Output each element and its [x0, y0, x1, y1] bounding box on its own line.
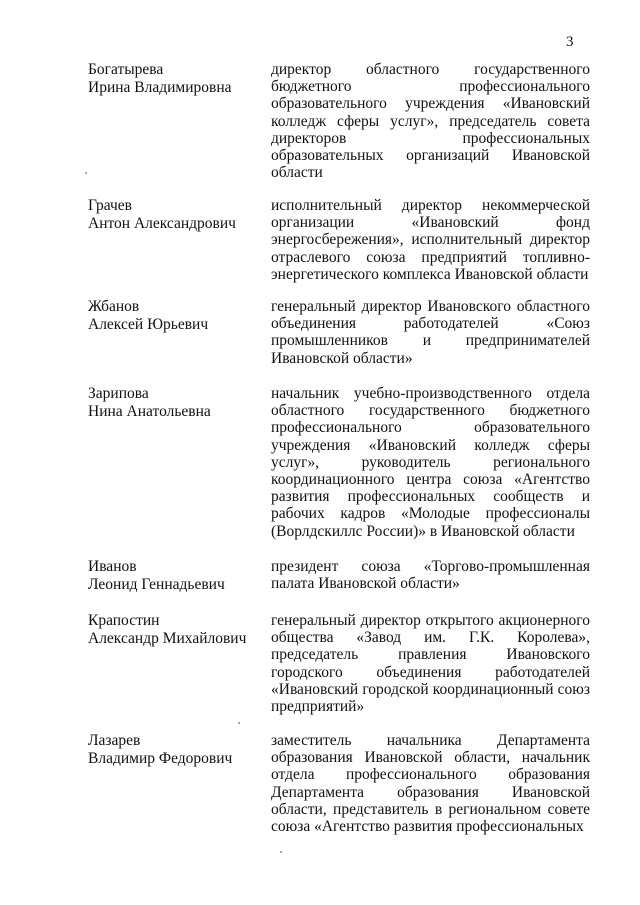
member-name [88, 298, 268, 334]
scan-speck [238, 722, 240, 724]
member-position: начальник учебно-производственного отдела областного государственного бюджетного профессионального образовательного учреждения «Ивановский колледж сферы услуг», руководитель регионального координационного центра союза «Агентство развития профессиональных сообществ и рабочих кадров «Молодые профессионалы (Ворлдскиллс России)» в Ивановской области [271, 385, 590, 540]
page-number: 3 [566, 34, 574, 50]
member-surname: Зарипова [88, 385, 149, 402]
member-surname: Богатырева [88, 61, 164, 78]
member-name [88, 558, 268, 594]
member-given-names: Ирина Владимировна [88, 79, 232, 96]
scan-speck [85, 172, 87, 174]
member-position: генеральный директор открытого акционерного общества «Завод им. Г.К. Королева», председатель правления Ивановского городского объединения работодателей «Ивановский городской координационный союз предприятий» [271, 612, 590, 716]
member-name [88, 61, 268, 97]
member-position: исполнительный директор некоммерческой организации «Ивановский фонд энергосбережения», исполнительный директор отраслевого союза предприятий топливно-энергетического комплекса Ивановской области [271, 197, 590, 283]
member-name [88, 612, 268, 648]
member-position: президент союза «Торгово-промышленная палата Ивановской области» [271, 558, 590, 593]
member-given-names: Леонид Геннадьевич [88, 576, 225, 593]
scan-speck [280, 851, 282, 853]
member-position: директор областного государственного бюджетного профессионального образовательного учреждения «Ивановский колледж сферы услуг», председатель совета директоров профессиональных образовательных организаций Ивановской области [271, 61, 590, 182]
member-name [88, 385, 268, 421]
member-given-names: Антон Александрович [88, 215, 236, 232]
member-name [88, 197, 268, 233]
member-given-names: Владимир Федорович [88, 750, 233, 767]
member-given-names: Алексей Юрьевич [88, 316, 209, 333]
member-position: генеральный директор Ивановского областного объединения работодателей «Союз промышленников и предпринимателей Ивановской области» [271, 298, 590, 367]
member-surname: Иванов [88, 558, 137, 575]
member-name [88, 732, 268, 768]
member-given-names: Александр Михайлович [88, 630, 247, 647]
member-surname: Крапостин [88, 612, 160, 629]
member-position: заместитель начальника Департамента образования Ивановской области, начальник отдела профессионального образования Департамента образования Ивановской области, представитель в региональном совете союза «Агентство развития профессиональных [271, 732, 590, 836]
member-surname: Лазарев [88, 732, 141, 749]
member-given-names: Нина Анатольевна [88, 403, 211, 420]
member-surname: Жбанов [88, 298, 140, 315]
member-surname: Грачев [88, 197, 132, 214]
